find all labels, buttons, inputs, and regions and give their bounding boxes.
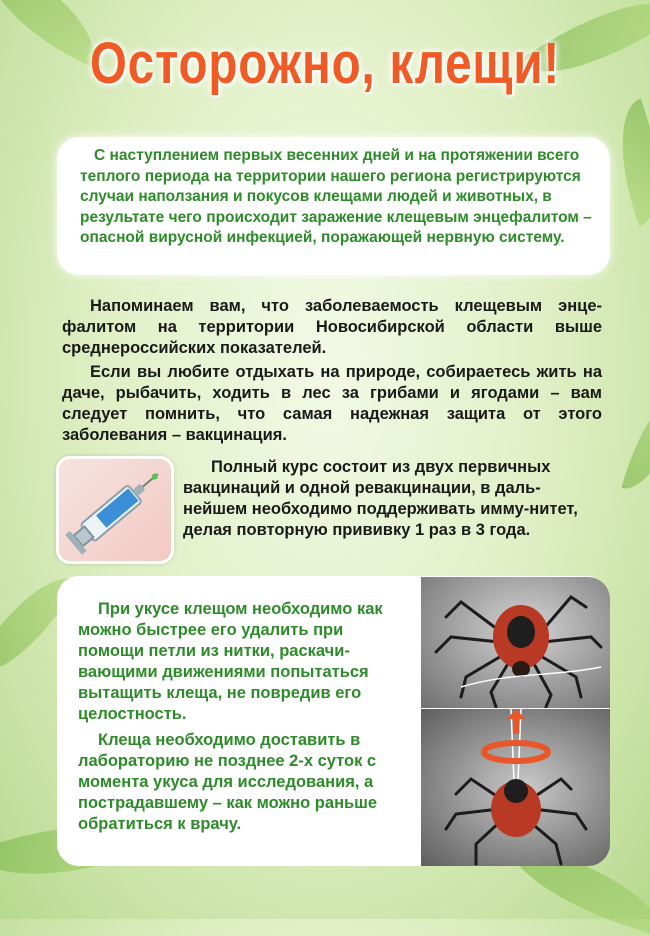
paragraph-vaccination-course: Полный курс состоит из двух первичных вакцинаций и одной ревакцинации, в даль-нейшем необходимо поддерживать имму-нитет, делая повторную прививку 1 раз в 3 года. xyxy=(183,458,578,539)
paragraph-incidence: Напоминаем вам, что заболеваемость клещевым энце-фалитом на территории Новосибирской области выше среднероссийских показателей. xyxy=(62,297,602,357)
bite-advice-text: При укусе клещом необходимо как можно быстрее его удалить при помощи петли из нитки, раскачи-вающими движениями попытаться вытащить клеща, не повредив его целостность. xyxy=(78,600,383,723)
leaf-decoration xyxy=(621,382,650,499)
tick-photo xyxy=(421,577,610,708)
syringe-icon xyxy=(59,459,171,561)
syringe-illustration xyxy=(56,456,174,564)
page-title: Осторожно, клещи! xyxy=(89,31,561,96)
lab-advice-text: Клеща необходимо доставить в лабораторию не позднее 2-х суток с момента укуса для исследования, а пострадавшему – как можно раньше обратиться к врачу. xyxy=(78,731,378,833)
intro-text: С наступлением первых весенних дней и на протяжении всего теплого периода на территории нашего региона регистрируются случаи наползания и покусов клещами людей и животных, в результате чего происходит заражение клещевым энцефалитом – опасной вирусной инфекцией, поражающей нервную систему. xyxy=(80,147,592,246)
paragraph-vaccination-advice: Если вы любите отдыхать на природе, собираетесь жить на даче, рыбачить, ходить в лес за грибами и ягодами – вам следует помнить, что самая надежная защита от этого заболевания – вакцинация. xyxy=(62,363,602,444)
tick-removal-photo xyxy=(421,709,610,866)
